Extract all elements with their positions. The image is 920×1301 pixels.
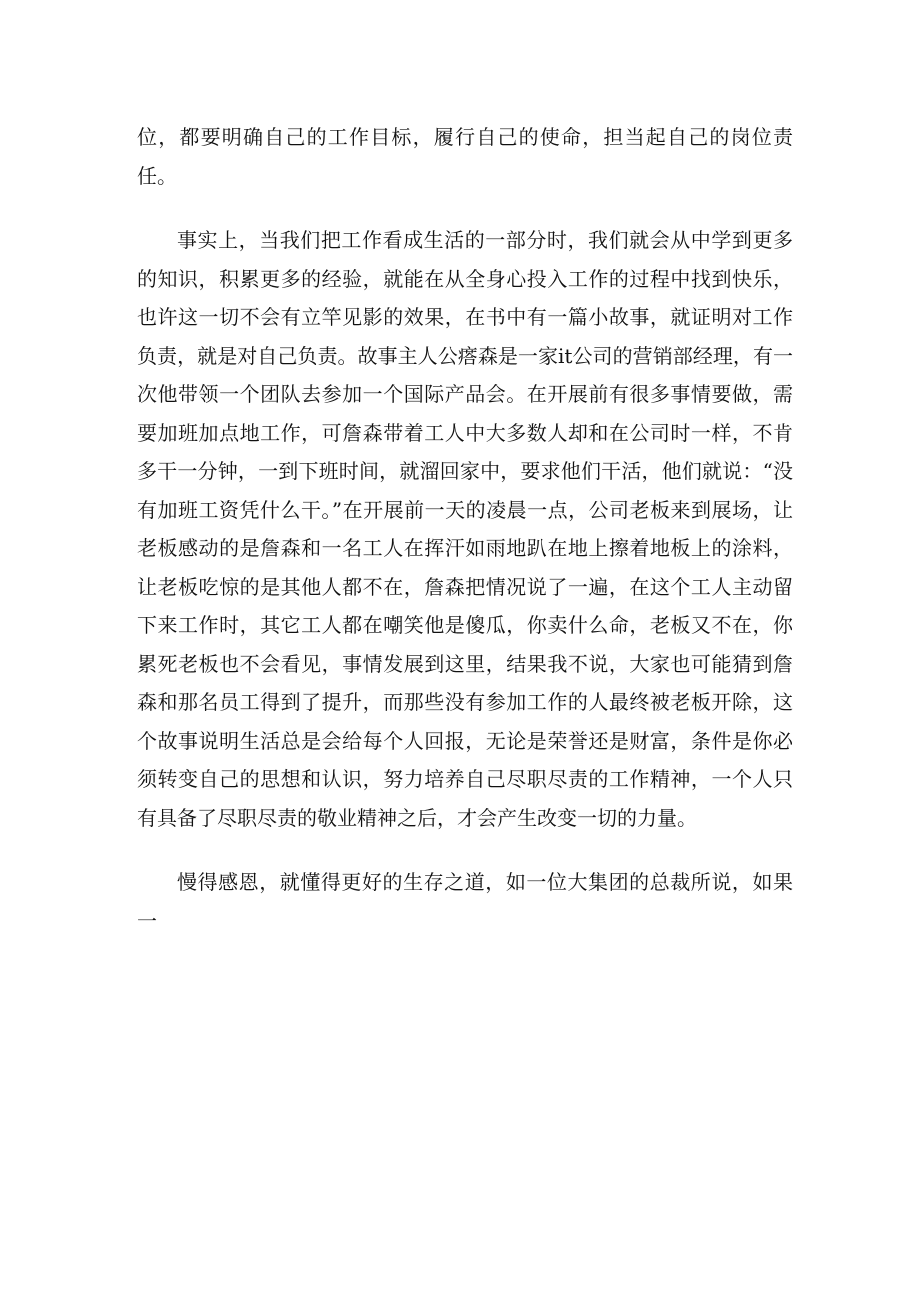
document-body [137, 118, 793, 966]
paragraph-gratitude: 慢得感恩，就懂得更好的生存之道，如一位大集团的总裁所说，如果一 [137, 870, 793, 933]
paragraph-continued: 位，都要明确自己的工作目标，履行自己的使命，担当起自己的岗位责任。 [137, 125, 793, 188]
paragraph-story: 事实上，当我们把工作看成生活的一部分时，我们就会从中学到更多的知识，积累更多的经验，就能在从全身心投入工作的过程中找到快乐，也许这一切不会有立竿见影的效果，在书中有一篇小故事，就证明对工作负责，就是对自己负责。故事主人公瘩森是一家it公司的营销部经理，有一次他带领一个团队去参加一个国际产品会。在开展前有很多事情要做，需要加班加点地工作，可詹森带着工人中大多数人却和在公司时一样，不肯多干一分钟，一到下班时间，就溜回家中，要求他们干活，他们就说：“没有加班工资凭什么干。”在开展前一天的凌晨一点，公司老板来到展场，让老板感动的是詹森和一名工人在挥汗如雨地趴在地上擦着地板上的涂料，让老板吃惊的是其他人都不在，詹森把情况说了一遍，在这个工人主动留下来工作时，其它工人都在嘲笑他是傻瓜，你卖什么命，老板又不在，你累死老板也不会看见，事情发展到这里，结果我不说，大家也可能猜到詹森和那名员工得到了提升，而那些没有参加工作的人最终被老板开除，这个故事说明生活总是会给每个人回报，无论是荣誉还是财富，条件是你必须转变自己的思想和认识，努力培养自己尽职尽责的工作精神，一个人只有具备了尽职尽责的敬业精神之后，才会产生改变一切的力量。 [137, 228, 793, 830]
